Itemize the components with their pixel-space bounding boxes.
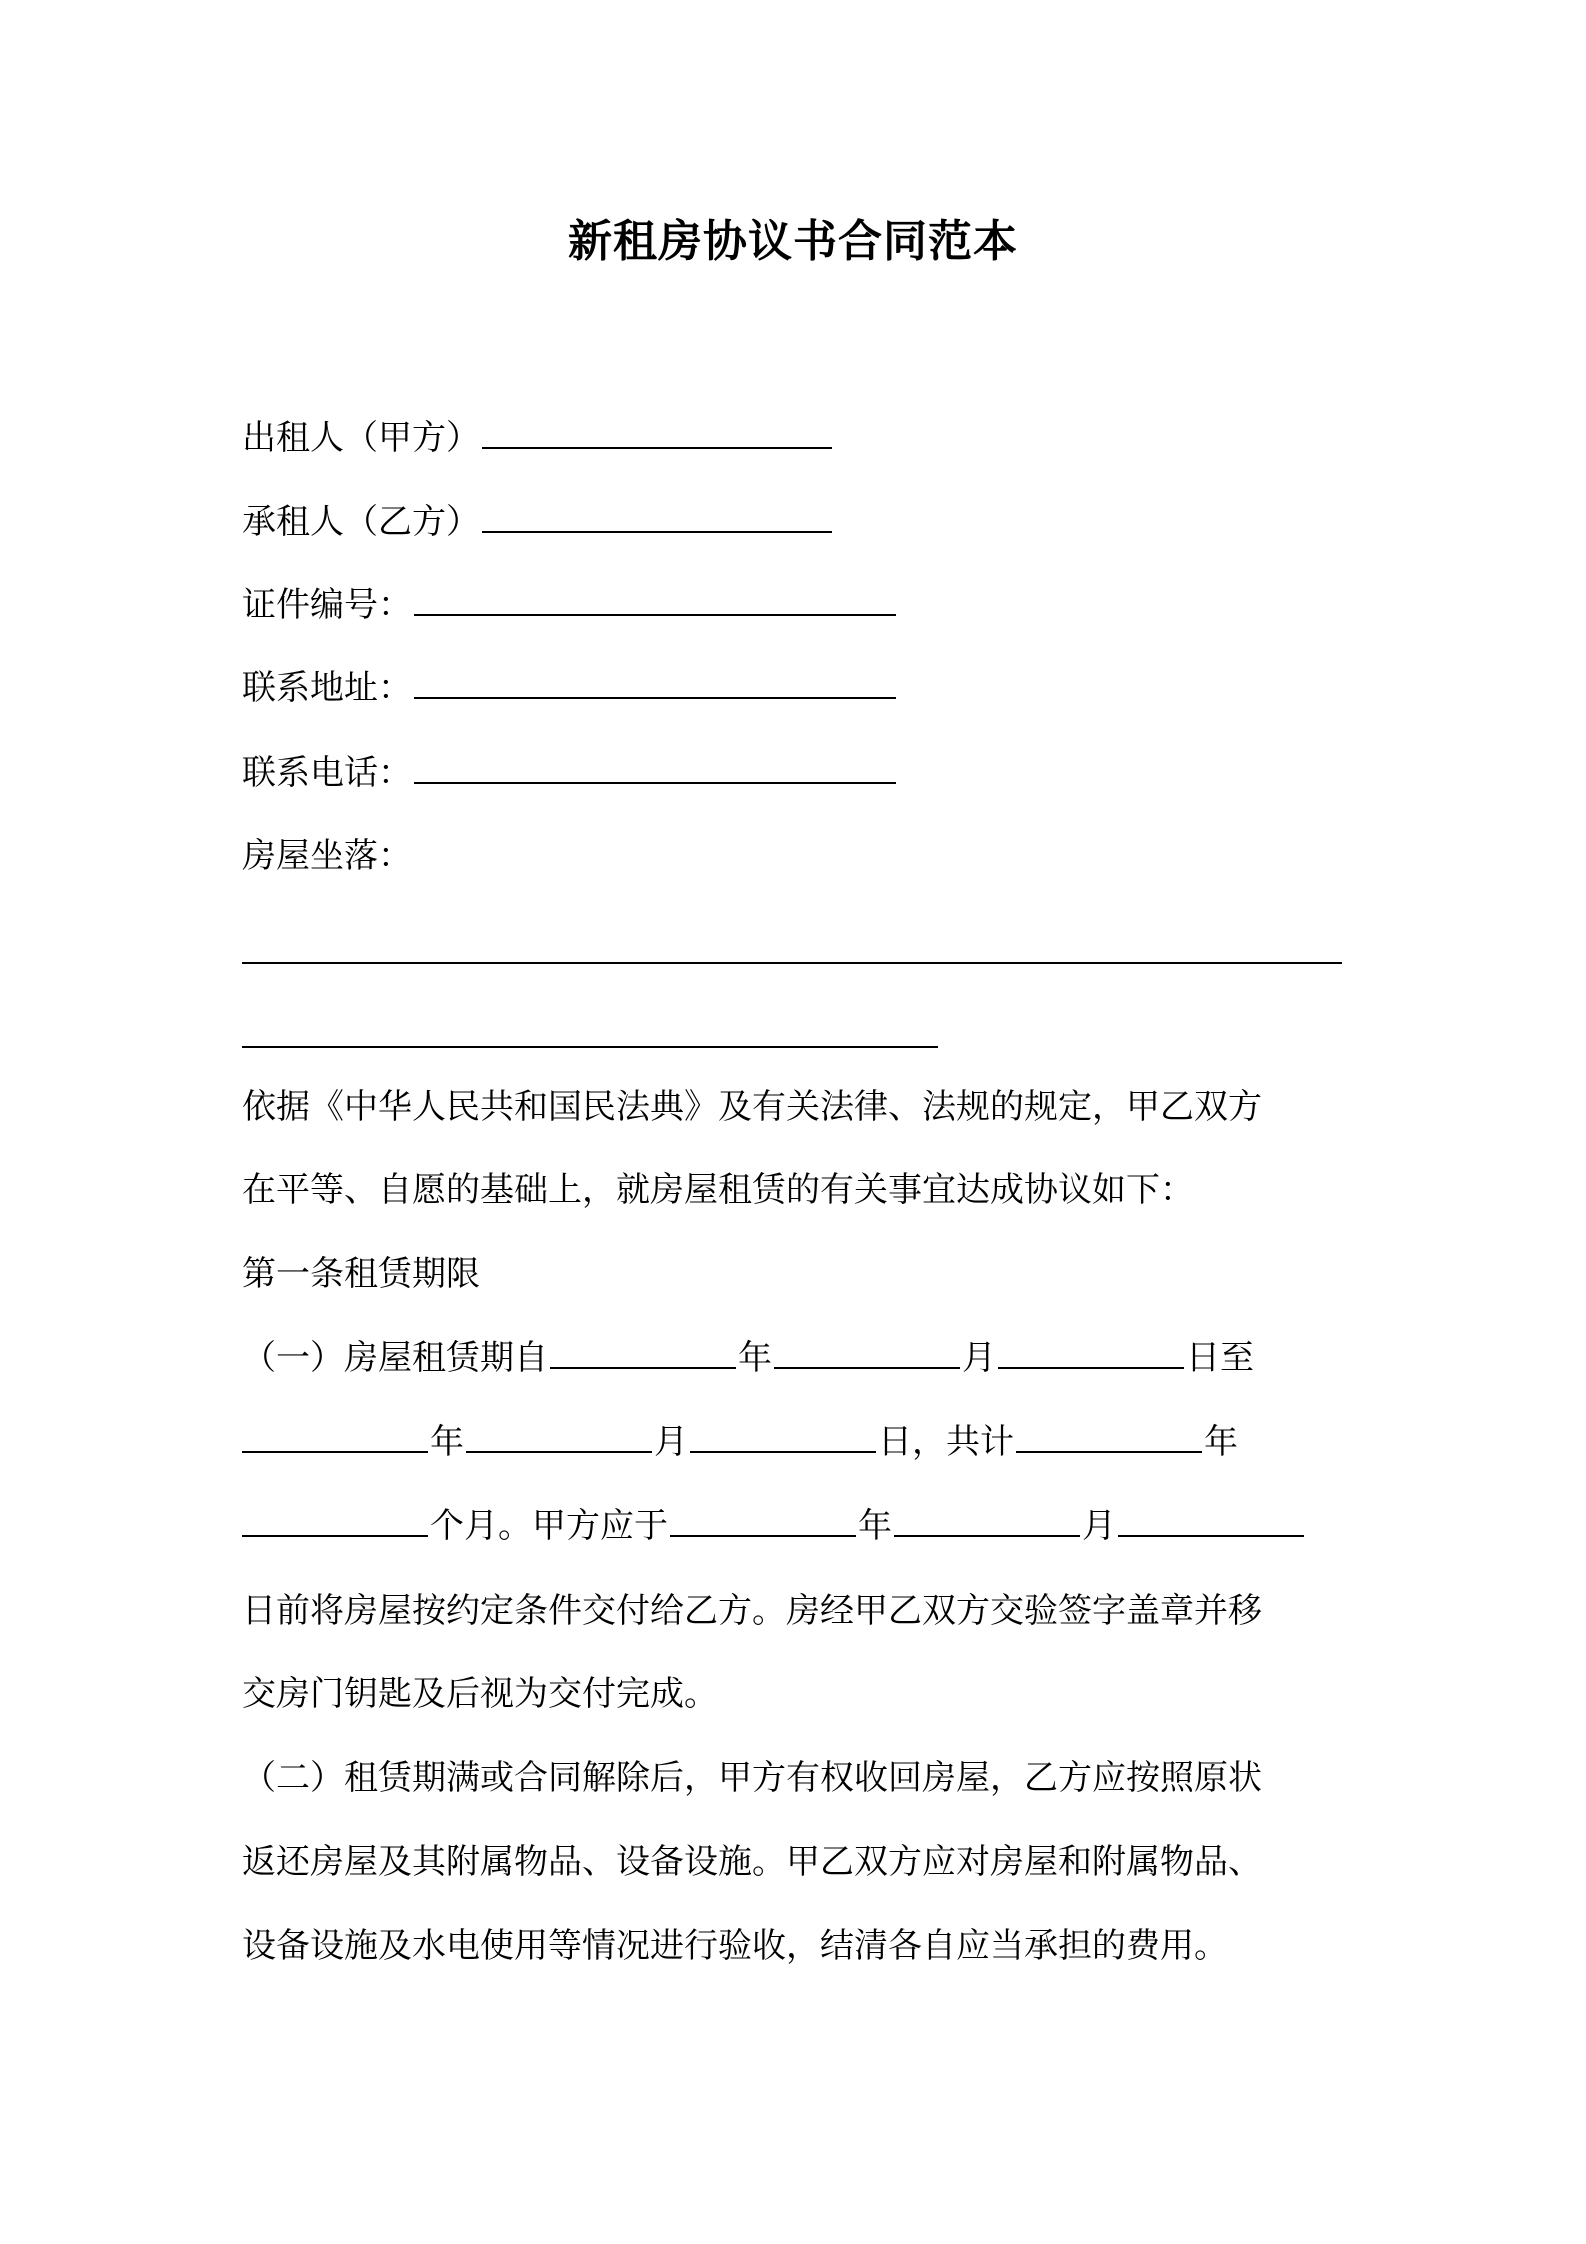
house-location-blank-1[interactable] <box>242 962 1342 964</box>
phone-blank[interactable] <box>414 752 896 784</box>
clause-2-line-1: （二）租赁期满或合同解除后，甲方有权收回房屋，乙方应按照原状 <box>242 1758 1262 1798</box>
delivery-month-blank[interactable] <box>894 1505 1080 1537</box>
phone-field <box>242 749 1362 797</box>
months-text: 个月。甲方应于 <box>430 1506 668 1546</box>
lessor-field <box>242 414 1362 462</box>
clause-2-line-3: 设备设施及水电使用等情况进行验收，结清各自应当承担的费用。 <box>242 1926 1228 1966</box>
day-to-word: 日至 <box>1186 1338 1254 1378</box>
article-1-heading: 第一条租赁期限 <box>242 1254 480 1294</box>
phone-label: 联系电话： <box>242 753 412 793</box>
id-number-blank[interactable] <box>414 584 896 616</box>
lessor-blank[interactable] <box>482 417 832 449</box>
house-location-label: 房屋坐落： <box>242 836 412 876</box>
clause-1-line-5: 交房门钥匙及后视为交付完成。 <box>242 1674 718 1714</box>
clause-1-line-2 <box>242 1418 1362 1466</box>
year-word: 年 <box>430 1422 464 1462</box>
month-word: 月 <box>654 1422 688 1462</box>
lessor-label: 出租人（甲方） <box>242 418 480 458</box>
address-blank[interactable] <box>414 667 896 699</box>
start-year-blank[interactable] <box>550 1337 736 1369</box>
total-years-blank[interactable] <box>1016 1421 1202 1453</box>
month-word: 月 <box>1082 1506 1116 1546</box>
start-month-blank[interactable] <box>774 1337 960 1369</box>
lessee-field <box>242 498 1362 546</box>
clause-2-line-2: 返还房屋及其附属物品、设备设施。甲乙双方应对房屋和附属物品、 <box>242 1842 1262 1882</box>
preamble-line-2: 在平等、自愿的基础上，就房屋租赁的有关事宜达成协议如下： <box>242 1170 1194 1210</box>
day-total-word: 日，共计 <box>878 1422 1014 1462</box>
id-number-label: 证件编号： <box>242 585 412 625</box>
end-day-blank[interactable] <box>690 1421 876 1453</box>
start-day-blank[interactable] <box>998 1337 1184 1369</box>
delivery-year-blank[interactable] <box>670 1505 856 1537</box>
lessee-label: 承租人（乙方） <box>242 502 480 542</box>
clause-1-line-3 <box>242 1502 1362 1550</box>
clause-1-line-4: 日前将房屋按约定条件交付给乙方。房经甲乙双方交验签字盖章并移 <box>242 1591 1262 1631</box>
end-month-blank[interactable] <box>466 1421 652 1453</box>
clause-1-line-1 <box>242 1334 1362 1382</box>
lessee-blank[interactable] <box>482 501 832 533</box>
delivery-day-blank[interactable] <box>1118 1505 1304 1537</box>
page-title: 新租房协议书合同范本 <box>568 216 1018 267</box>
total-months-blank[interactable] <box>242 1505 428 1537</box>
preamble-line-1: 依据《中华人民共和国民法典》及有关法律、法规的规定，甲乙双方 <box>242 1087 1262 1127</box>
house-location-field <box>242 832 1362 880</box>
year-word: 年 <box>858 1506 892 1546</box>
address-field <box>242 664 1362 712</box>
id-number-field <box>242 581 1362 629</box>
address-label: 联系地址： <box>242 668 412 708</box>
year-word: 年 <box>738 1338 772 1378</box>
house-location-blank-2[interactable] <box>242 1046 938 1048</box>
end-year-blank[interactable] <box>242 1421 428 1453</box>
month-word: 月 <box>962 1338 996 1378</box>
year-word: 年 <box>1204 1422 1238 1462</box>
clause-1-prefix: （一）房屋租赁期自 <box>242 1338 548 1378</box>
